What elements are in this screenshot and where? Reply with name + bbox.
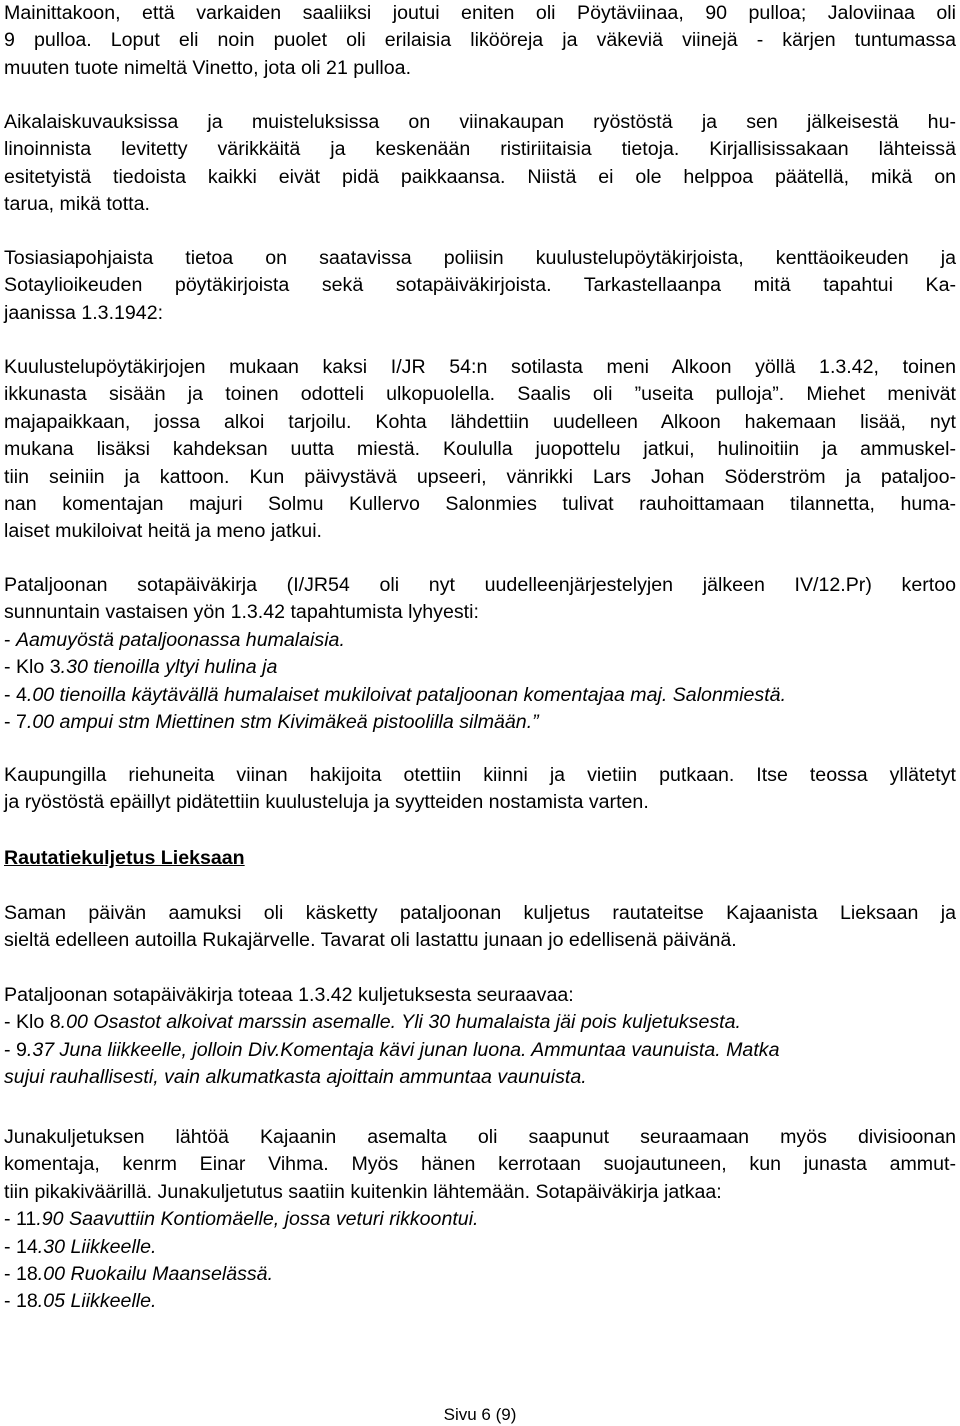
entry-text: .00 tienoilla käytävällä humalaiset mukiloivat pataljoonan komentajaa maj. Salonmiestä. <box>26 683 787 706</box>
paragraph-4 <box>4 354 956 546</box>
text-line: Aikalaiskuvauksissa ja muisteluksissa on viinakaupan ryöstöstä ja sen jälkeisestä hu- <box>4 111 956 133</box>
text-line: Mainittakoon, että varkaiden saaliiksi joutui eniten oli Pöytäviinaa, 90 pulloa; Jaloviinaa oli <box>4 2 956 24</box>
text-line: tiin pikakiväärillä. Junakuljetutus saatiin kuitenkin lähtemään. Sotapäiväkirja jatkaa: <box>4 1180 722 1203</box>
text-line: Tosiasiapohjaista tietoa on saatavissa poliisin kuulustelupöytäkirjoista, kenttäoikeuden ja <box>4 247 956 269</box>
entry-prefix: - Klo 8 <box>4 1011 61 1034</box>
text-line: mukana lisäksi kahdeksan uutta miestä. Koululla juopottelu jatkui, hulinoitiin ja ammuskel- <box>4 438 956 461</box>
text-line: tarua, mikä totta. <box>4 193 150 216</box>
paragraph-1 <box>4 0 956 82</box>
text-line: ikkunasta sisään ja toinen odotteli ulkopuolella. Saalis oli ”useita pulloja”. Miehet menivät <box>4 383 956 406</box>
entry-text: .00 Ruokailu Maanselässä. <box>37 1263 274 1286</box>
diary-entry <box>4 1064 956 1091</box>
entry-text: Aamuyöstä pataljoonassa humalaisia. <box>15 628 345 651</box>
entry-prefix: - 14 <box>4 1235 38 1258</box>
entry-prefix: - 11 <box>4 1208 37 1231</box>
entry-prefix: - <box>4 628 16 651</box>
paragraph-3 <box>4 245 956 327</box>
text-line: Pataljoonan sotapäiväkirja toteaa 1.3.42 kuljetuksesta seuraavaa: <box>4 984 574 1006</box>
diary-entry <box>4 1206 956 1233</box>
text-line: Saman päivän aamuksi oli käsketty pataljoonan kuljetus rautateitse Kajaanista Lieksaan ja <box>4 902 956 924</box>
text-line: majapaikkaan, jossa alkoi tarjoilu. Kohta lähdettiin uudelleen Alkoon hakemaan lisää, nyt <box>4 410 956 433</box>
text-line: komentaja, kenrm Einar Vihma. Myös hänen kerrotaan suojautuneen, kun junasta ammut- <box>4 1153 956 1176</box>
entry-text: .05 Liikkeelle. <box>37 1290 157 1313</box>
text-line: linoinnista levitetty värikkäitä ja keskenään ristiriitaisia tietoja. Kirjallisissakaan lähteissä <box>4 138 956 161</box>
entry-prefix: - 9 <box>4 1038 27 1061</box>
page-number: Sivu 6 (9) <box>443 1405 517 1424</box>
entry-prefix: - 18 <box>4 1263 38 1286</box>
entry-text: .37 Juna liikkeelle, jolloin Div.Komentaja kävi junan luona. Ammuntaa vaunuista. Matka <box>26 1038 780 1061</box>
text-line: sunnuntain vastaisen yön 1.3.42 tapahtumista lyhyesti: <box>4 601 479 624</box>
diary-entry <box>4 1037 956 1064</box>
entry-text: sujui rauhallisesti, vain alkumatkasta ajoittain ammuntaa vaunuista. <box>4 1066 587 1089</box>
paragraph-7 <box>4 900 956 955</box>
diary-entry <box>4 1234 956 1261</box>
entry-text: .90 Saavuttiin Kontiomäelle, jossa veturi rikkoontui. <box>36 1208 479 1231</box>
section-heading: Rautatiekuljetus Lieksaan <box>4 847 245 869</box>
text-line: Kaupungilla riehuneita viinan hakijoita otettiin kiinni ja vietiin putkaan. Itse teossa yllätetyt <box>4 764 956 786</box>
text-line: sieltä edelleen autoilla Rukajärvelle. Tavarat oli lastattu junaan jo edellisenä päivänä. <box>4 929 737 952</box>
entry-prefix: - 7 <box>4 711 27 734</box>
diary-entry <box>4 1261 956 1288</box>
text-line: Kuulustelupöytäkirjojen mukaan kaksi I/JR 54:n sotilasta meni Alkoon yöllä 1.3.42, toinen <box>4 356 956 378</box>
text-line: jaanissa 1.3.1942: <box>4 301 164 324</box>
entry-text: .00 ampui stm Miettinen stm Kivimäkeä pistoolilla silmään.” <box>26 711 539 734</box>
entry-prefix: - 18 <box>4 1290 38 1313</box>
text-line: tiin seiniin ja kattoon. Kun päivystävä upseeri, vänrikki Lars Johan Söderström ja pataljoo- <box>4 465 956 488</box>
diary-entry <box>4 1009 956 1036</box>
paragraph-2 <box>4 109 956 219</box>
entry-prefix: - 4 <box>4 683 27 706</box>
entry-text: .00 Osastot alkoivat marssin asemalle. Yli 30 humalaista jäi pois kuljetuksesta. <box>60 1011 741 1034</box>
text-line: 9 pulloa. Loput eli noin puolet oli erilaisia likööreja ja väkeviä viinejä - kärjen tuntumassa <box>4 29 956 52</box>
entry-prefix: - Klo 3 <box>4 656 61 679</box>
text-line: esitetyistä tiedoista kaikki eivät pidä paikkaansa. Niistä ei ole helppoa päätellä, mikä on <box>4 165 956 188</box>
diary-entry <box>4 654 956 681</box>
diary-entry <box>4 627 956 654</box>
paragraph-6 <box>4 762 956 817</box>
text-line: ja ryöstöstä epäillyt pidätettiin kuulusteluja ja syytteiden nostamista varten. <box>4 791 649 814</box>
text-line: muuten tuote nimeltä Vinetto, jota oli 21 pulloa. <box>4 56 412 79</box>
paragraph-8 <box>4 982 956 1092</box>
text-line: nan komentajan majuri Solmu Kullervo Salonmies tulivat rauhoittamaan tilannetta, huma- <box>4 493 956 516</box>
diary-entry <box>4 709 956 736</box>
text-line: laiset mukiloivat heitä ja meno jatkui. <box>4 520 323 543</box>
diary-entry <box>4 1288 956 1315</box>
diary-entry <box>4 682 956 709</box>
text-line: Junakuljetuksen lähtöä Kajaanin asemalta oli saapunut seuraamaan myös divisioonan <box>4 1126 956 1148</box>
text-line: Sotaylioikeuden pöytäkirjoista sekä sotapäiväkirjoista. Tarkastellaanpa mitä tapahtui Ka- <box>4 274 956 297</box>
paragraph-5 <box>4 572 956 736</box>
text-line: Pataljoonan sotapäiväkirja (I/JR54 oli nyt uudelleenjärjestelyjen jälkeen IV/12.Pr) kertoo <box>4 574 956 596</box>
paragraph-9 <box>4 1124 956 1316</box>
entry-text: .30 tienoilla yltyi hulina ja <box>60 656 278 679</box>
entry-text: .30 Liikkeelle. <box>37 1235 157 1258</box>
